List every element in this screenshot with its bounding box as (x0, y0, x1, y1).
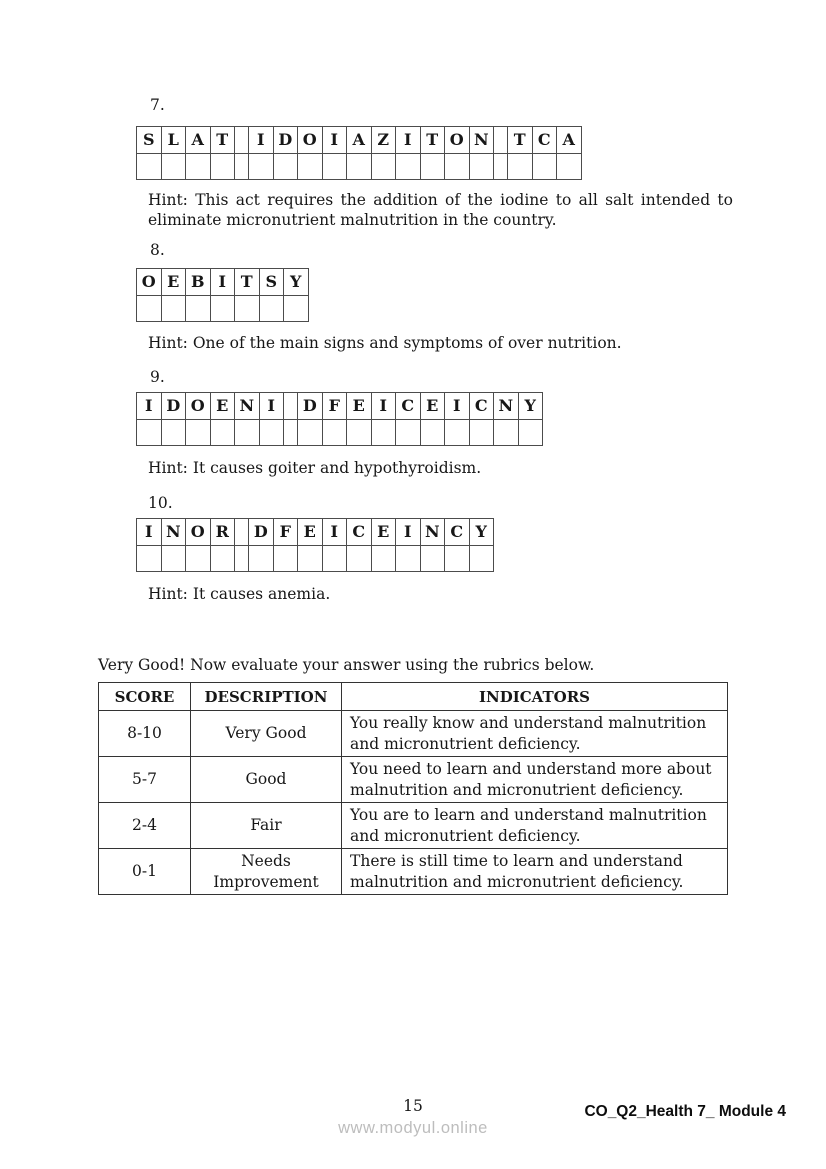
letter-cell: C (533, 127, 558, 154)
answer-cell (298, 420, 323, 447)
indicator-cell: You need to learn and understand more about malnutrition and micronutrient deficiency. (342, 757, 728, 803)
answer-cell (445, 420, 470, 447)
answer-cell (137, 546, 162, 573)
answer-cell (533, 154, 558, 181)
header-description: DESCRIPTION (191, 683, 342, 711)
answer-cell (470, 546, 495, 573)
letter-row (137, 127, 582, 154)
description-cell: Fair (191, 803, 342, 849)
letter-row (137, 393, 543, 420)
word-gap-cell (235, 546, 249, 573)
letter-cell: A (557, 127, 582, 154)
rubric-row (99, 711, 728, 757)
letter-cell: S (137, 127, 162, 154)
answer-cell (323, 154, 348, 181)
letter-cell: O (137, 269, 162, 296)
letter-cell: C (396, 393, 421, 420)
letter-cell: O (186, 519, 211, 546)
rubric-intro: Very Good! Now evaluate your answer using the rubrics below. (98, 656, 595, 674)
answer-cell (211, 296, 236, 323)
answer-cell (372, 154, 397, 181)
answer-cell (249, 154, 274, 181)
letter-cell: N (494, 393, 519, 420)
answer-cell (249, 546, 274, 573)
letter-cell: T (508, 127, 533, 154)
answer-cell (396, 546, 421, 573)
answer-cell (186, 546, 211, 573)
page-number: 15 (403, 1097, 423, 1115)
answer-cell (396, 154, 421, 181)
letter-cell: L (162, 127, 187, 154)
letter-cell: O (186, 393, 211, 420)
letter-cell: N (162, 519, 187, 546)
answer-cell (323, 420, 348, 447)
letter-cell: D (249, 519, 274, 546)
description-cell: Good (191, 757, 342, 803)
answer-row (137, 420, 543, 447)
letter-cell: I (260, 393, 285, 420)
item-number: 9. (150, 368, 165, 386)
letter-cell: B (186, 269, 211, 296)
answer-cell (323, 546, 348, 573)
rubric-row (99, 757, 728, 803)
answer-cell (137, 154, 162, 181)
description-cell: Needs Improvement (191, 849, 342, 895)
answer-cell (557, 154, 582, 181)
letter-row (137, 519, 494, 546)
answer-cell (396, 420, 421, 447)
letter-cell: C (470, 393, 495, 420)
watermark-text: www.modyul.online (338, 1119, 488, 1137)
hint-text: Hint: It causes anemia. (148, 585, 331, 603)
letter-cell: C (347, 519, 372, 546)
score-cell: 2-4 (99, 803, 191, 849)
word-gap-cell (284, 393, 298, 420)
answer-row (137, 296, 309, 323)
letter-cell: I (372, 393, 397, 420)
letter-row (137, 269, 309, 296)
letter-cell: D (298, 393, 323, 420)
letter-cell: Y (470, 519, 495, 546)
item-number: 8. (150, 241, 165, 259)
answer-cell (421, 420, 446, 447)
letter-cell: Z (372, 127, 397, 154)
letter-cell: I (323, 519, 348, 546)
letter-cell: T (211, 127, 236, 154)
letter-cell: O (298, 127, 323, 154)
letter-cell: Y (284, 269, 309, 296)
answer-cell (494, 420, 519, 447)
answer-cell (508, 154, 533, 181)
letter-cell: F (274, 519, 299, 546)
word-gap-cell (235, 127, 249, 154)
letter-cell: O (445, 127, 470, 154)
answer-cell (519, 420, 544, 447)
word-gap-cell (235, 154, 249, 181)
answer-cell (211, 420, 236, 447)
rubric-section (98, 656, 728, 895)
answer-cell (445, 546, 470, 573)
letter-cell: I (396, 127, 421, 154)
indicator-cell: There is still time to learn and understand malnutrition and micronutrient deficiency. (342, 849, 728, 895)
word-gap-cell (494, 154, 508, 181)
answer-cell (445, 154, 470, 181)
answer-cell (347, 546, 372, 573)
score-cell: 5-7 (99, 757, 191, 803)
letter-cell: S (260, 269, 285, 296)
answer-row (137, 546, 494, 573)
answer-cell (186, 154, 211, 181)
letter-cell: I (137, 393, 162, 420)
rubric-row (99, 803, 728, 849)
letter-cell: I (137, 519, 162, 546)
answer-cell (186, 296, 211, 323)
answer-cell (235, 420, 260, 447)
letter-cell: D (162, 393, 187, 420)
answer-cell (186, 420, 211, 447)
letter-cell: E (421, 393, 446, 420)
letter-cell: T (421, 127, 446, 154)
letter-cell: C (445, 519, 470, 546)
letter-cell: E (372, 519, 397, 546)
word-gap-cell (494, 127, 508, 154)
answer-cell (298, 546, 323, 573)
answer-cell (274, 546, 299, 573)
word-gap-cell (284, 420, 298, 447)
letter-cell: I (323, 127, 348, 154)
module-footer-label: CO_Q2_Health 7_ Module 4 (584, 1103, 786, 1120)
letter-cell: I (445, 393, 470, 420)
indicator-cell: You really know and understand malnutrition and micronutrient deficiency. (342, 711, 728, 757)
answer-cell (162, 296, 187, 323)
letter-cell: E (162, 269, 187, 296)
answer-cell (260, 296, 285, 323)
item-number: 7. (150, 96, 165, 114)
answer-cell (137, 420, 162, 447)
answer-cell (470, 154, 495, 181)
answer-cell (162, 546, 187, 573)
rubric-row (99, 849, 728, 895)
answer-cell (347, 154, 372, 181)
letter-cell: E (298, 519, 323, 546)
letter-cell: N (235, 393, 260, 420)
letter-cell: A (347, 127, 372, 154)
header-indicators: INDICATORS (342, 683, 728, 711)
answer-cell (211, 154, 236, 181)
letter-cell: A (186, 127, 211, 154)
answer-cell (298, 154, 323, 181)
letter-grid (136, 268, 309, 322)
score-cell: 8-10 (99, 711, 191, 757)
description-cell: Very Good (191, 711, 342, 757)
letter-cell: E (347, 393, 372, 420)
letter-cell: N (421, 519, 446, 546)
letter-cell: N (470, 127, 495, 154)
rubric-table (98, 682, 728, 895)
hint-text: Hint: One of the main signs and symptoms of over nutrition. (148, 334, 622, 352)
letter-cell: T (235, 269, 260, 296)
letter-cell: I (249, 127, 274, 154)
indicator-cell: You are to learn and understand malnutrition and micronutrient deficiency. (342, 803, 728, 849)
answer-cell (274, 154, 299, 181)
answer-cell (421, 154, 446, 181)
answer-cell (284, 296, 309, 323)
header-score: SCORE (99, 683, 191, 711)
answer-cell (372, 420, 397, 447)
letter-cell: D (274, 127, 299, 154)
letter-cell: E (211, 393, 236, 420)
letter-grid (136, 392, 543, 446)
hint-text: Hint: This act requires the addition of the iodine to all salt intended to eliminate micronutrient malnutrition in the country. (148, 191, 733, 229)
letter-cell: R (211, 519, 236, 546)
rubric-header-row (99, 683, 728, 711)
letter-cell: F (323, 393, 348, 420)
answer-cell (347, 420, 372, 447)
answer-cell (211, 546, 236, 573)
answer-cell (137, 296, 162, 323)
answer-cell (162, 154, 187, 181)
letter-cell: I (396, 519, 421, 546)
word-gap-cell (235, 519, 249, 546)
letter-grid (136, 518, 494, 572)
answer-cell (260, 420, 285, 447)
letter-grid (136, 126, 582, 180)
answer-cell (421, 546, 446, 573)
hint-text: Hint: It causes goiter and hypothyroidism. (148, 459, 482, 477)
answer-cell (470, 420, 495, 447)
letter-cell: Y (519, 393, 544, 420)
answer-cell (372, 546, 397, 573)
answer-cell (235, 296, 260, 323)
score-cell: 0-1 (99, 849, 191, 895)
answer-cell (162, 420, 187, 447)
answer-row (137, 154, 582, 181)
letter-cell: I (211, 269, 236, 296)
item-number: 10. (148, 494, 173, 512)
